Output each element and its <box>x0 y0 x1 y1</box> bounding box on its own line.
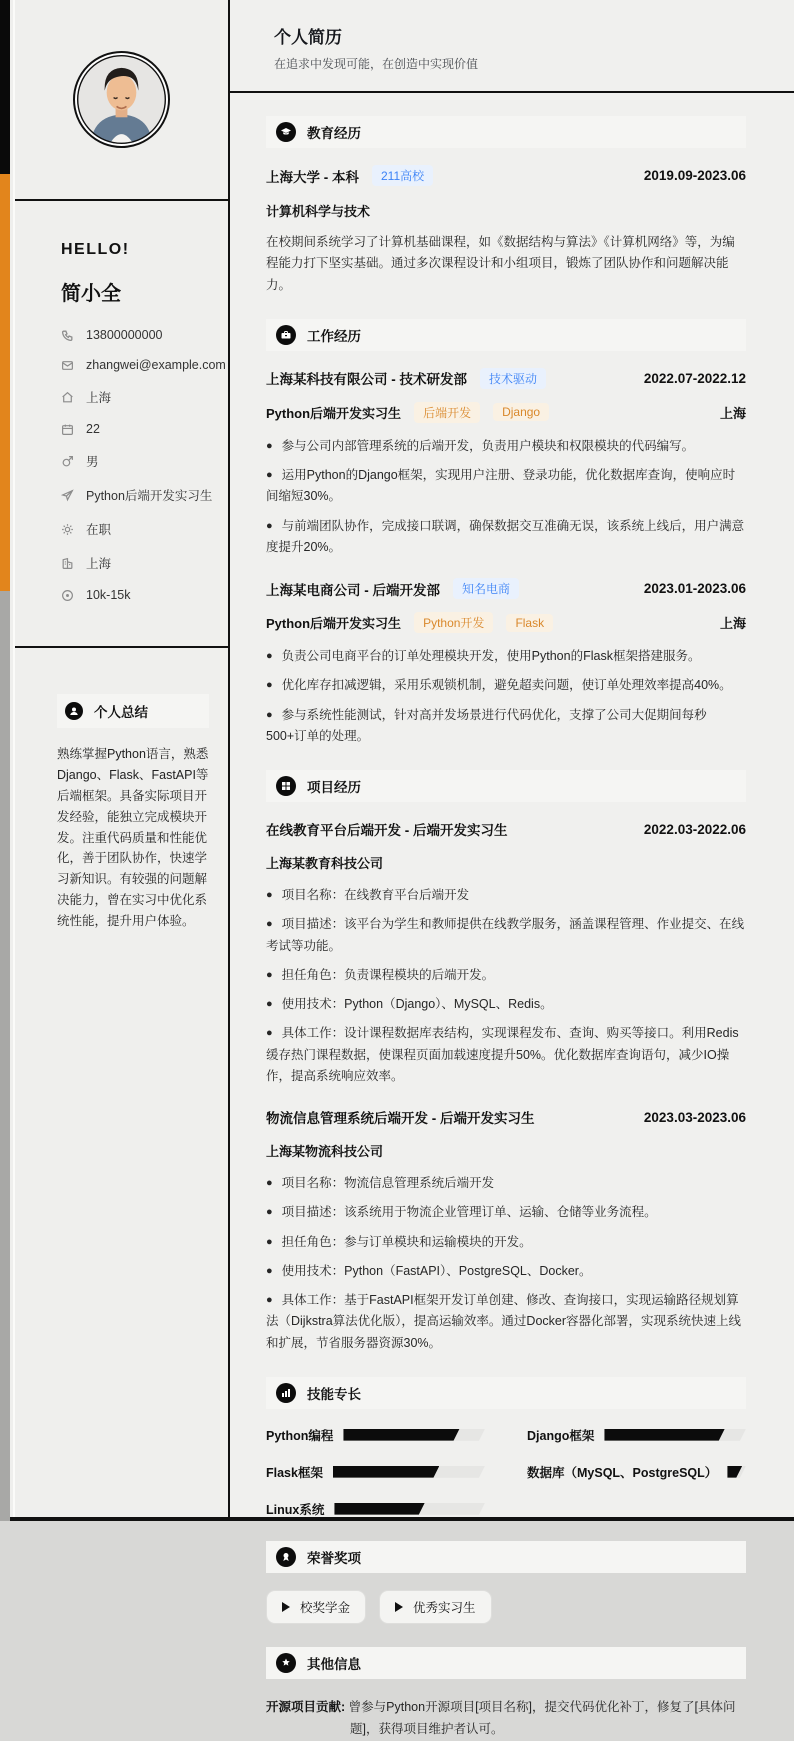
play-icon <box>282 1602 290 1612</box>
skill-bar <box>333 1466 485 1478</box>
project-entry <box>266 819 746 1087</box>
project-name: 在线教育平台后端开发 - 后端开发实习生 <box>266 823 508 838</box>
skills-section <box>266 1377 746 1518</box>
job-role: Python后端开发实习生 <box>266 616 402 631</box>
contact-list <box>61 328 226 602</box>
contact-item-position <box>61 486 214 504</box>
building-icon <box>61 557 74 570</box>
major-name: 计算机科学与技术 <box>266 204 371 219</box>
projects-section <box>266 770 746 1354</box>
resume-header <box>230 0 794 93</box>
job-location: 上海 <box>719 616 746 631</box>
skill-bar <box>343 1429 485 1441</box>
company-name: 上海某科技有限公司 - 技术研发部 <box>266 372 467 388</box>
medal-icon <box>276 1547 296 1567</box>
star-badge-icon <box>276 1653 296 1673</box>
project-date: 2023.03-2023.06 <box>643 1109 746 1125</box>
education-desc: 在校期间系统学习了计算机基础课程，如《数据结构与算法》《计算机网络》等，为编程能力打下坚实基础。通过多次课程设计和小组项目，锻炼了团队协作和问题解决能力。 <box>266 235 735 292</box>
job-role: Python后端开发实习生 <box>266 405 402 421</box>
edge-strip-black <box>0 0 10 174</box>
education-section <box>266 116 746 296</box>
contact-city: 上海 <box>86 391 112 405</box>
home-icon <box>61 391 74 404</box>
identity-section <box>15 201 228 648</box>
contact-item-city <box>61 388 214 406</box>
project-bullet: ● 项目名称：在线教育平台后端开发 <box>266 888 470 902</box>
contact-position: Python后端开发实习生 <box>86 489 213 503</box>
project-bullet: ● 项目名称：物流信息管理系统后端开发 <box>266 1176 495 1190</box>
skill-row <box>266 1500 485 1518</box>
contact-email: zhangwei@example.com <box>86 358 226 372</box>
skills-section-header <box>266 1377 746 1409</box>
contact-item-status <box>61 520 214 538</box>
other-section-title: 其他信息 <box>307 1656 361 1672</box>
page-title: 个人简历 <box>274 28 342 47</box>
sidebar <box>0 0 230 1517</box>
work-section-header <box>266 319 746 351</box>
main-content <box>230 0 794 1737</box>
skill-bar <box>334 1503 485 1515</box>
salary-icon <box>61 589 74 602</box>
page-subtitle: 在追求中发现可能，在创造中实现价值 <box>274 57 479 71</box>
job-bullet: ● 运用Python的Django框架，实现用户注册、登录功能，优化数据库查询，使响应时间缩短30%。 <box>266 468 736 504</box>
calendar-icon <box>61 423 74 436</box>
other-section <box>266 1647 746 1741</box>
education-date: 2019.09-2023.06 <box>643 168 746 183</box>
contact-salary: 10k-15k <box>86 588 131 602</box>
project-bullet: ● 使用技术：Python（FastAPI）、PostgreSQL、Docker。 <box>266 1263 592 1278</box>
contact-item-work-city <box>61 554 214 572</box>
project-company: 上海某教育科技公司 <box>266 856 384 871</box>
job-bullet: ● 参与公司内部管理系统的后端开发，负责用户模块和权限模块的代码编写。 <box>266 438 695 453</box>
school-name: 上海大学 - 本科 <box>266 169 359 185</box>
skills-section-title: 技能专长 <box>307 1386 361 1402</box>
phone-icon <box>61 329 74 342</box>
contact-item-gender <box>61 452 214 470</box>
job-bullet: ● 参与系统性能测试，针对高并发场景进行代码优化，支撑了公司大促期间每秒500+订单的处理。 <box>266 707 707 743</box>
company-name: 上海某电商公司 - 后端开发部 <box>266 582 440 598</box>
honor-label: 校奖学金 <box>300 1600 351 1615</box>
company-badge: 知名电商 <box>453 578 519 599</box>
play-icon <box>395 1602 403 1612</box>
skill-label: Linux系统 <box>266 1502 325 1517</box>
summary-text: 熟练掌握Python语言，熟悉Django、Flask、FastAPI等后端框架。具备实际项目开发经验，能独立完成模块开发。注重代码质量和性能优化，善于团队协作，快速学习新知识。有较强的问题解决能力，曾在实习中优化系统性能，提升用户体验。 <box>57 747 209 928</box>
job-date: 2023.01-2023.06 <box>643 581 746 596</box>
mail-icon <box>61 359 74 372</box>
contact-work-city: 上海 <box>86 557 112 571</box>
honors-section-title: 荣誉奖项 <box>307 1550 361 1566</box>
grid-icon <box>276 776 296 796</box>
company-badge: 技术驱动 <box>480 368 546 389</box>
contact-gender: 男 <box>86 455 99 469</box>
graduation-cap-icon <box>276 122 296 142</box>
skill-bar <box>604 1429 746 1441</box>
briefcase-icon <box>276 325 296 345</box>
job-bullet: ● 优化库存扣减逻辑，采用乐观锁机制，避免超卖问题，使订单处理效率提高40%。 <box>266 678 732 693</box>
project-bullet: ● 担任角色：参与订单模块和运输模块的开发。 <box>266 1234 532 1249</box>
job-bullet: ● 负责公司电商平台的订单处理模块开发，使用Python的Flask框架搭建服务。 <box>266 649 701 663</box>
accent-edge-strip <box>0 0 10 1517</box>
open-source-contribution: 开源项目贡献: 曾参与Python开源项目[项目名称]，提交代码优化补丁，修复了[具体问题]，获得项目维护者认可。 <box>266 1699 736 1737</box>
honor-pill[interactable] <box>266 1590 366 1624</box>
education-section-title: 教育经历 <box>307 126 361 141</box>
person-name: 简小全 <box>61 283 121 305</box>
job-entry <box>266 368 746 558</box>
job-location: 上海 <box>719 405 746 421</box>
work-section-title: 工作经历 <box>307 328 361 344</box>
project-entry <box>266 1107 746 1354</box>
contact-status: 在职 <box>86 523 112 537</box>
project-name: 物流信息管理系统后端开发 - 后端开发实习生 <box>266 1111 535 1126</box>
other-section-header <box>266 1647 746 1679</box>
job-bullet: ● 与前端团队协作，完成接口联调，确保数据交互准确无误，该系统上线后，用户满意度提升20%。 <box>266 518 745 554</box>
edge-strip-orange <box>0 174 10 591</box>
skill-label: Python编程 <box>266 1428 334 1443</box>
avatar <box>73 51 170 148</box>
honors-section <box>266 1541 746 1624</box>
project-date: 2022.03-2022.06 <box>643 821 746 837</box>
honor-list <box>266 1590 746 1624</box>
job-entry <box>266 578 746 747</box>
hello-heading: HELLO! <box>61 241 130 258</box>
skill-row <box>527 1463 746 1481</box>
honor-pill[interactable] <box>379 1590 492 1624</box>
skill-bar <box>727 1466 746 1478</box>
project-bullet: ● 具体工作：设计课程数据库表结构，实现课程发布、查询、购买等接口。利用Redis缓存热门课程数据，使课程页面加载速度提升50%。优化数据库查询语句，减少IO操作，提高系统响应效率。 <box>266 1026 739 1083</box>
school-badge: 211高校 <box>372 165 433 186</box>
photo-section <box>15 0 228 201</box>
skill-label: Django框架 <box>527 1428 595 1443</box>
summary-title: 个人总结 <box>94 705 148 720</box>
role-tag: Django <box>493 403 549 421</box>
work-section <box>266 319 746 747</box>
projects-section-title: 项目经历 <box>307 780 361 795</box>
projects-section-header <box>266 770 746 802</box>
edge-strip-gray <box>0 591 10 1521</box>
honor-label: 优秀实习生 <box>413 1600 476 1615</box>
contact-age: 22 <box>86 422 100 436</box>
role-tag: 后端开发 <box>414 402 480 423</box>
role-tag: Flask <box>506 614 553 632</box>
skill-row <box>266 1426 485 1444</box>
education-section-header <box>266 116 746 148</box>
project-bullet: ● 具体工作：基于FastAPI框架开发订单创建、修改、查询接口，实现运输路径规划算法（Dijkstra算法优化版），提高运输效率。通过Docker容器化部署，实现系统快速上线和扩展，节省服务器资源30%。 <box>266 1293 742 1350</box>
skill-label: Flask框架 <box>266 1465 323 1480</box>
contact-item-phone <box>61 328 214 342</box>
role-tag: Python开发 <box>414 612 493 633</box>
project-bullet: ● 项目描述：该系统用于物流企业管理订单、运输、仓储等业务流程。 <box>266 1205 657 1220</box>
contact-item-email <box>61 358 226 372</box>
job-date: 2022.07-2022.12 <box>643 370 746 386</box>
bar-chart-icon <box>276 1383 296 1403</box>
gear-icon <box>61 523 74 536</box>
user-icon <box>65 702 83 720</box>
gender-icon <box>61 455 74 468</box>
project-bullet: ● 项目描述：该平台为学生和教师提供在线教学服务，涵盖课程管理、作业提交、在线考试等功能。 <box>266 917 745 953</box>
skill-row <box>527 1426 746 1444</box>
contact-item-salary <box>61 588 214 602</box>
skills-grid <box>266 1426 746 1518</box>
summary-header <box>57 694 209 728</box>
skill-label: 数据库（MySQL、PostgreSQL） <box>527 1465 718 1480</box>
project-company: 上海某物流科技公司 <box>266 1144 384 1159</box>
project-bullet: ● 使用技术：Python（Django）、MySQL、Redis。 <box>266 997 553 1011</box>
contact-item-age <box>61 422 214 436</box>
project-bullet: ● 担任角色：负责课程模块的后端开发。 <box>266 967 495 982</box>
skill-row <box>266 1463 485 1481</box>
contact-phone: 13800000000 <box>86 328 163 342</box>
paper-plane-icon <box>61 489 74 502</box>
honors-section-header <box>266 1541 746 1573</box>
summary-section <box>15 648 228 932</box>
